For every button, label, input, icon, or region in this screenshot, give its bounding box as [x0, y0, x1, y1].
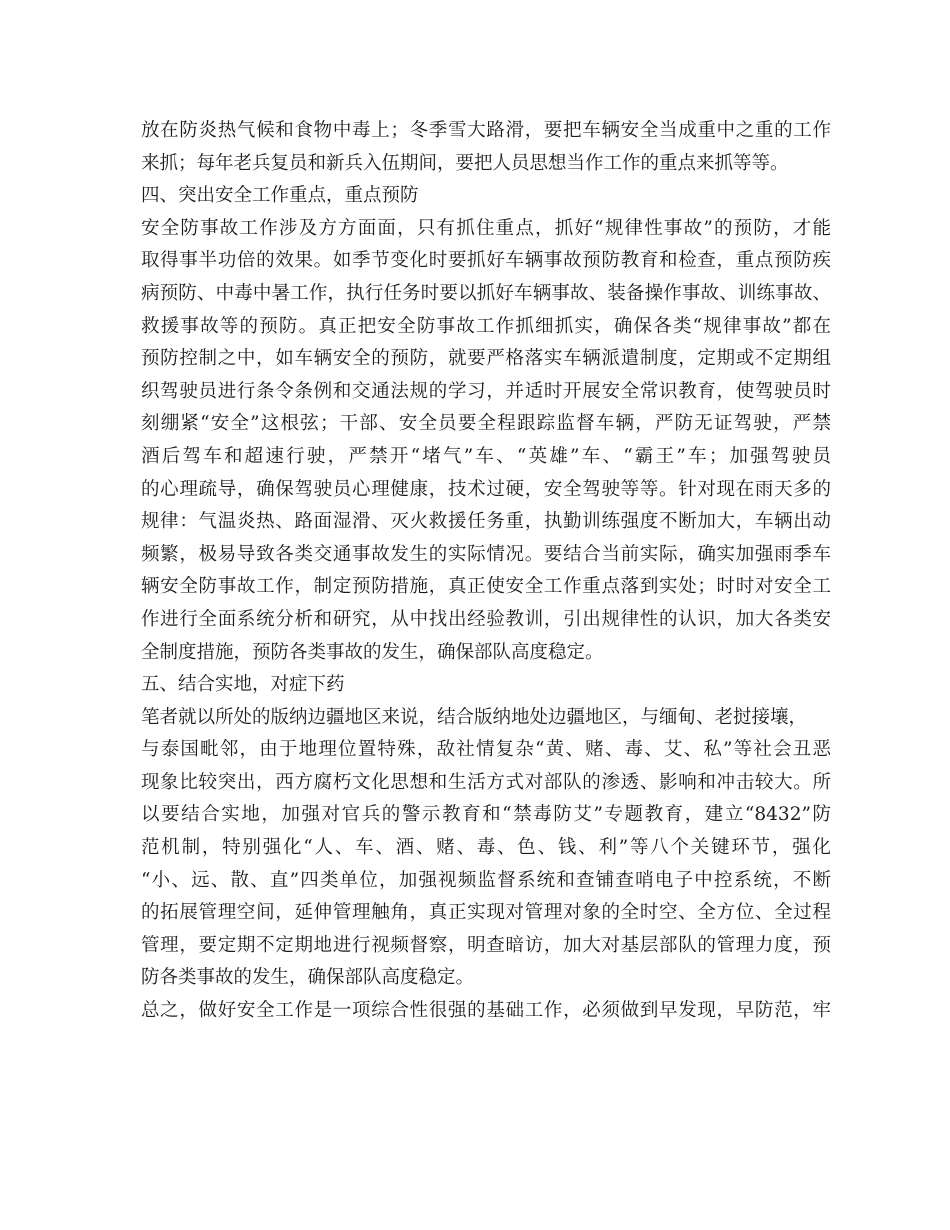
text-line: 管理，要定期不定期地进行视频督察，明查暗访，加大对基层部队的管理力度，预	[141, 934, 831, 956]
text-line: 总之，做好安全工作是一项综合性很强的基础工作，必须做到早发现，早防范，牢	[141, 1000, 831, 1022]
text-line: 五、结合实地，对症下药	[141, 674, 345, 696]
text-line: 的拓展管理空间，延伸管理触角，真正实现对管理对象的全时空、全方位、全过程	[141, 902, 831, 924]
text-line: 作进行全面系统分析和研究，从中找出经验教训，引出规律性的认识，加大各类安	[141, 608, 831, 630]
text-line: 病预防、中毒中暑工作，执行任务时要以抓好车辆事故、装备操作事故、训练事故、	[141, 282, 831, 304]
text-line: 的心理疏导，确保驾驶员心理健康，技术过硬，安全驾驶等等。针对现在雨天多的	[141, 478, 831, 500]
text-line: 织驾驶员进行条令条例和交通法规的学习，并适时开展安全常识教育，使驾驶员时	[141, 380, 831, 402]
text-line: 全制度措施，预防各类事故的发生，确保部队高度稳定。	[141, 641, 604, 663]
text-line: 防各类事故的发生，确保部队高度稳定。	[141, 967, 475, 989]
document-body	[141, 115, 831, 1028]
text-line: 预防控制之中，如车辆安全的预防，就要严格落实车辆派遣制度，定期或不定期组	[141, 348, 831, 370]
text-line: 与泰国毗邻，由于地理位置特殊，敌社情复杂“黄、赌、毒、艾、私”等社会丑恶	[141, 739, 831, 761]
text-line: 笔者就以所处的版纳边疆地区来说，结合版纳地处边疆地区，与缅甸、老挝接壤，	[141, 706, 808, 728]
text-line: 来抓；每年老兵复员和新兵入伍期间，要把人员思想当作工作的重点来抓等等。	[141, 152, 789, 174]
text-line: 救援事故等的预防。真正把安全防事故工作抓细抓实，确保各类“规律事故”都在	[141, 315, 831, 337]
text-line: 频繁，极易导致各类交通事故发生的实际情况。要结合当前实际，确实加强雨季车	[141, 543, 831, 565]
text-line: 规律：气温炎热、路面湿滑、灭火救援任务重，执勤训练强度不断加大，车辆出动	[141, 511, 831, 533]
text-line: 安全防事故工作涉及方方面面，只有抓住重点，抓好“规律性事故”的预防，才能	[141, 217, 831, 239]
text-line: 刻绷紧“安全”这根弦；干部、安全员要全程跟踪监督车辆，严防无证驾驶，严禁	[141, 413, 831, 435]
text-line: “小、远、散、直”四类单位，加强视频监督系统和查铺查哨电子中控系统，不断	[141, 869, 831, 891]
text-line: 以要结合实地，加强对官兵的警示教育和“禁毒防艾”专题教育，建立“8432”防	[141, 804, 831, 826]
text-line: 取得事半功倍的效果。如季节变化时要抓好车辆事故预防教育和检查，重点预防疾	[141, 250, 831, 272]
text-line: 放在防炎热气候和食物中毒上；冬季雪大路滑，要把车辆安全当成重中之重的工作	[141, 120, 831, 141]
text-line: 辆安全防事故工作，制定预防措施，真正使安全工作重点落到实处；时时对安全工	[141, 576, 831, 598]
text-line: 酒后驾车和超速行驶，严禁开“堵气”车、“英雄”车、“霸王”车；加强驾驶员	[141, 445, 831, 467]
text-line: 四、突出安全工作重点，重点预防	[141, 185, 419, 207]
text-line: 现象比较突出，西方腐朽文化思想和生活方式对部队的渗透、影响和冲击较大。所	[141, 771, 831, 793]
text-line: 范机制，特别强化“人、车、酒、赌、毒、色、钱、利”等八个关键环节，强化	[141, 837, 831, 859]
